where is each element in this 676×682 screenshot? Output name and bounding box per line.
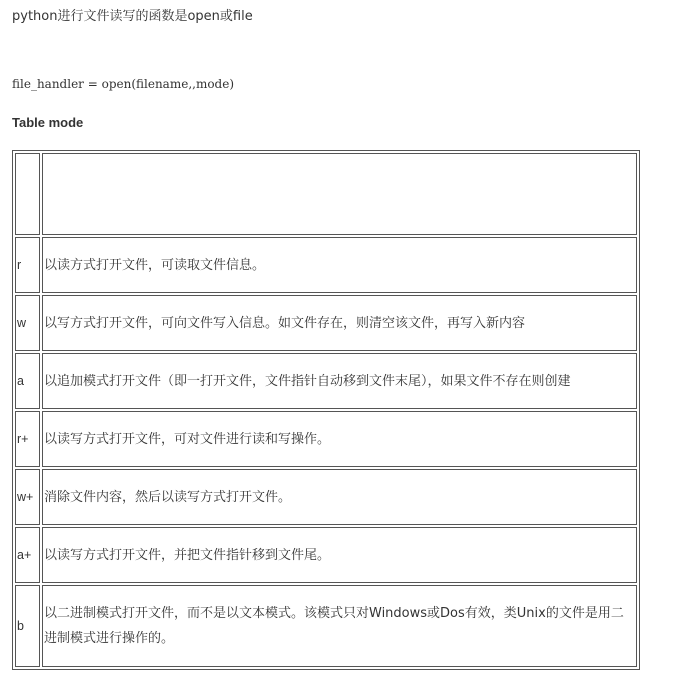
mode-cell: w+ xyxy=(15,469,40,525)
mode-cell: b xyxy=(15,585,40,667)
description-cell: 以追加模式打开文件（即一打开文件，文件指针自动移到文件末尾），如果文件不存在则创建 xyxy=(42,353,637,409)
description-cell: 以写方式打开文件，可向文件写入信息。如文件存在，则清空该文件，再写入新内容 xyxy=(42,295,637,351)
mode-table xyxy=(12,150,640,670)
intro-text: python进行文件读写的函数是open或file xyxy=(12,9,253,24)
table-row xyxy=(15,411,637,467)
description-cell: 消除文件内容，然后以读写方式打开文件。 xyxy=(42,469,637,525)
header-cell-mode xyxy=(15,153,40,235)
code-line: file_handler = open(filename,,mode) xyxy=(12,77,235,91)
description-cell: 以二进制模式打开文件，而不是以文本模式。该模式只对Windows或Dos有效，类Unix的文件是用二进制模式进行操作的。 xyxy=(42,585,637,667)
header-cell-description xyxy=(42,153,637,235)
table-row xyxy=(15,469,637,525)
table-header-row xyxy=(15,153,637,235)
table-heading: Table mode xyxy=(12,115,84,130)
description-cell: 以读方式打开文件，可读取文件信息。 xyxy=(42,237,637,293)
description-cell: 以读写方式打开文件，可对文件进行读和写操作。 xyxy=(42,411,637,467)
description-cell: 以读写方式打开文件，并把文件指针移到文件尾。 xyxy=(42,527,637,583)
mode-cell: w xyxy=(15,295,40,351)
mode-cell: a xyxy=(15,353,40,409)
table-row xyxy=(15,237,637,293)
table-row xyxy=(15,295,637,351)
mode-cell: r+ xyxy=(15,411,40,467)
table-row xyxy=(15,527,637,583)
table-row xyxy=(15,353,637,409)
table-row xyxy=(15,585,637,667)
mode-cell: a+ xyxy=(15,527,40,583)
mode-cell: r xyxy=(15,237,40,293)
